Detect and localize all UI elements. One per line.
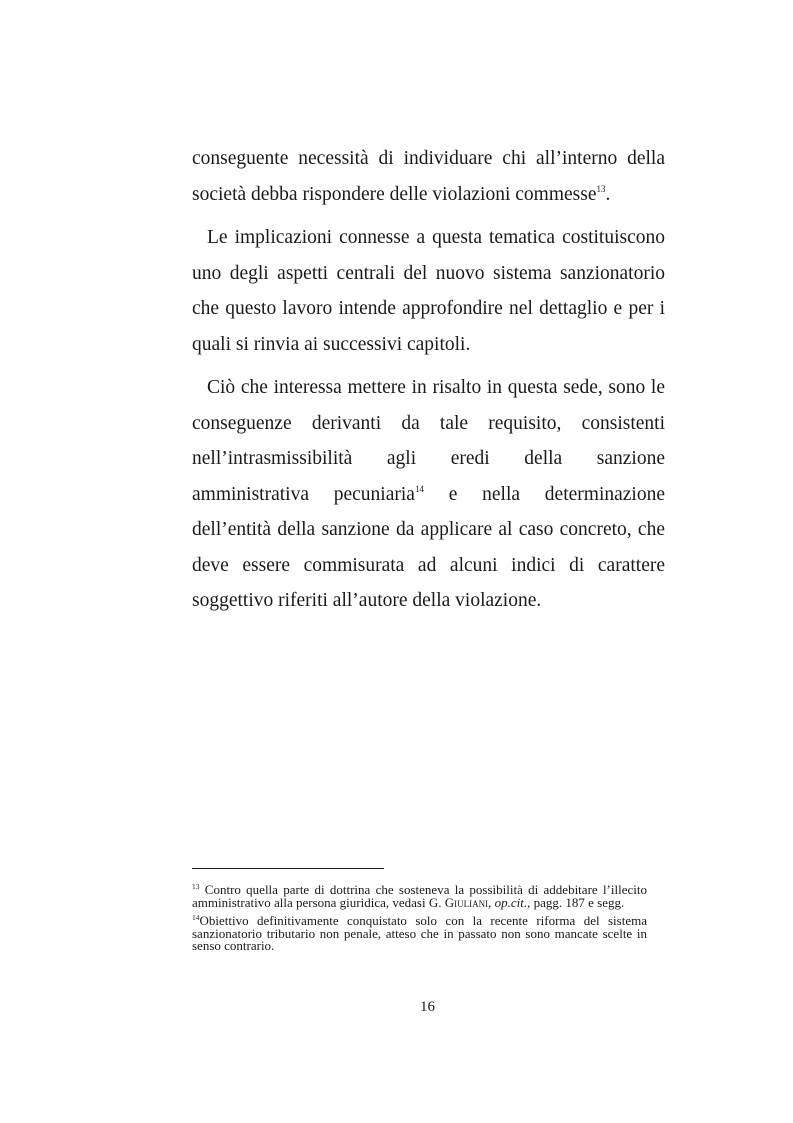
paragraph-1-tail: .: [605, 183, 611, 205]
footnote-13-pages: pagg. 187 e segg.: [530, 894, 625, 910]
paragraph-1-text: conseguente necessità di individuare chi all’interno della società debba rispondere delle violazioni commesse: [192, 148, 665, 205]
body-text: [192, 141, 665, 627]
footnote-14: [192, 915, 647, 953]
footnote-13-author: Giuliani: [444, 894, 489, 910]
paragraph-3-before: Ciò che interessa mettere in risalto in questa sede, sono le conseguenze derivanti da tale requisito, consistenti nell’intrasmissibilità agli eredi della sanzione amministrativa pecuniaria: [192, 377, 665, 505]
footnote-ref-13[interactable]: 13: [596, 183, 606, 194]
footnote-separator: [192, 868, 384, 869]
paragraph-3-after: e nella determinazione dell’entità della sanzione da applicare al caso concreto, che deve essere commisurata ad alcuni indici di carattere soggettivo riferiti all’autore della violazione.: [192, 483, 666, 611]
footnote-14-number: 14: [192, 913, 200, 922]
footnote-13-text: Contro quella parte di dottrina che sosteneva la possibilità di addebitare l’illecito amministrativo alla persona giuridica, vedasi G.: [192, 882, 647, 910]
footnote-13-number: 13: [192, 882, 200, 891]
footnotes: [192, 884, 647, 959]
paragraph-2: [192, 220, 665, 362]
footnote-13-sep: ,: [488, 894, 495, 910]
footnote-13-cite: op.cit.,: [494, 894, 531, 910]
footnote-14-text: Obiettivo definitivamente conquistato solo con la recente riforma del sistema sanzionatorio tributario non penale, atteso che in passato non sono mancate scelte in senso contrario.: [192, 913, 647, 953]
paragraph-1: [192, 141, 665, 212]
paragraph-3: [192, 370, 665, 619]
paragraph-2-text: Le implicazioni connesse a questa tematica costituiscono uno degli aspetti centrali del nuovo sistema sanzionatorio che questo lavoro intende approfondire nel dettaglio e per i quali si rinvia ai successivi capitoli.: [192, 227, 665, 355]
footnote-ref-14[interactable]: 14: [414, 483, 424, 494]
page-number: 16: [420, 999, 435, 1015]
footnote-13: [192, 884, 647, 909]
